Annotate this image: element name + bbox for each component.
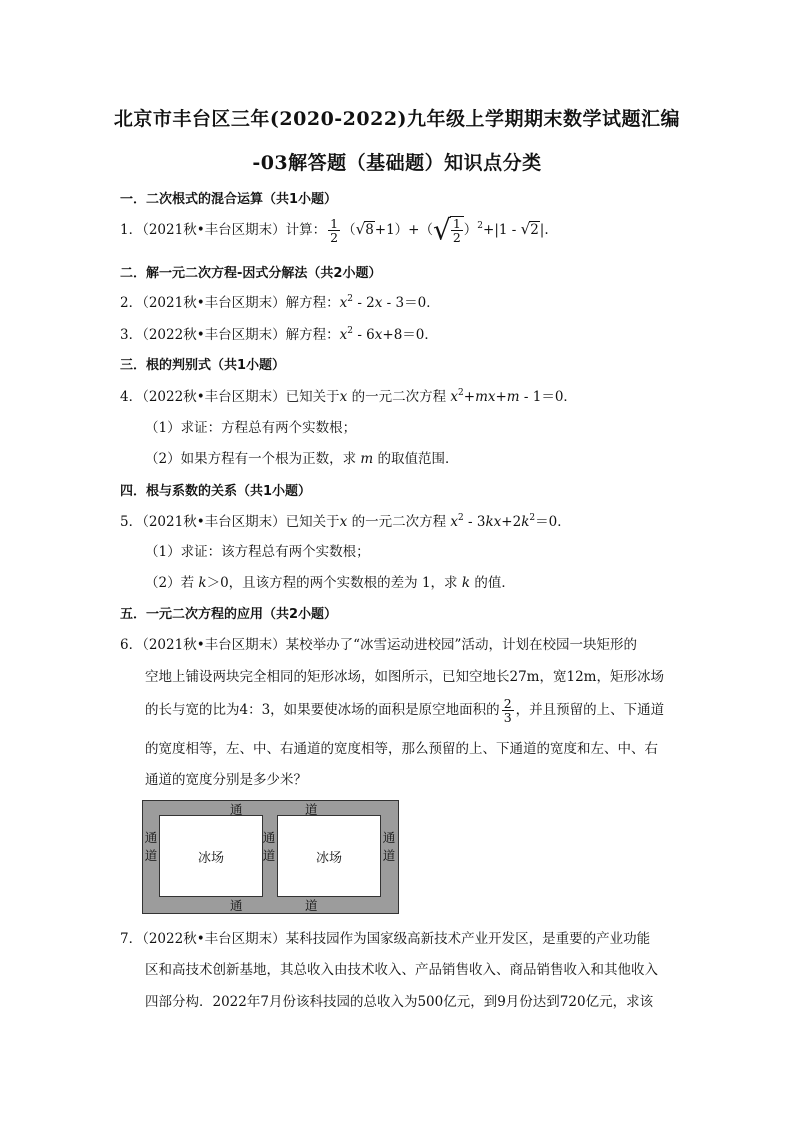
section-heading-4: 四．根与系数的关系（共1小题） bbox=[120, 484, 312, 499]
question-4-part-1: （1）求证：方程总有两个实数根； bbox=[145, 420, 357, 436]
question-7-line-2: 区和高技术创新基地，其总收入由技术收入、产品销售收入、商品销售收入和其他收入 bbox=[145, 962, 658, 978]
question-3: 3．（2022秋•丰台区期末）解方程：$x^2 - 6x+8=0$． bbox=[120, 326, 438, 343]
question-6-line-2: 空地上铺设两块完全相同的矩形冰场，如图所示，已知空地长27m，宽12m，矩形冰场 bbox=[145, 669, 664, 685]
middle-channel-char-1: 通 bbox=[262, 830, 276, 845]
question-1-tail: |. bbox=[539, 222, 549, 239]
rink-left bbox=[159, 815, 263, 897]
left-channel-char-2: 道 bbox=[144, 848, 158, 863]
middle-channel-label bbox=[262, 829, 276, 865]
question-7-line-3: 四部分构．2022年7月份该科技园的总收入为500亿元，到9月份达到720亿元，求该 bbox=[145, 994, 654, 1010]
question-4-prefix: 4．（2022秋•丰台区期末）已知关于 bbox=[120, 389, 340, 405]
question-1: 1．（2021秋•丰台区期末）计算： $\frac{1}{2}$ （√8+1）+（√ $\frac{1}{2}$ ）$^2$+|1 - √2|. bbox=[120, 213, 549, 247]
question-4: 4．（2022秋•丰台区期末）已知关于x 的一元二次方程 $x^2+mx+m - 1=0$． bbox=[120, 388, 577, 405]
fraction-two-thirds: $\frac{2}{3}$ bbox=[503, 696, 512, 726]
question-2: 2．（2021秋•丰台区期末）解方程：$x^2 - 2x - 3=0$． bbox=[120, 294, 440, 311]
section-heading-1: 一．二次根式的混合运算（共1小题） bbox=[120, 192, 338, 207]
right-channel-char-2: 道 bbox=[382, 848, 396, 863]
question-4-part-2: （2）如果方程有一个根为正数，求 m 的取值范围． bbox=[145, 451, 459, 467]
bottom-channel-label-1: 通 bbox=[230, 898, 243, 913]
question-6-line-3b: ，并且预留的上、下通道 bbox=[515, 702, 665, 719]
right-channel-char-1: 通 bbox=[382, 830, 396, 845]
question-4-part-2-text: （2）如果方程有一个根为正数，求 bbox=[145, 451, 357, 467]
fraction-one-half: $\frac{1}{2}$ bbox=[330, 216, 339, 246]
question-1-prefix: 1．（2021秋•丰台区期末）计算： bbox=[120, 222, 327, 239]
top-channel-label-2: 道 bbox=[305, 802, 318, 817]
question-5-prefix: 5．（2021秋•丰台区期末）已知关于 bbox=[120, 514, 340, 530]
question-5-part-2-prefix: （2）若 bbox=[145, 575, 195, 591]
section-heading-5: 五．一元二次方程的应用（共2小题） bbox=[120, 607, 338, 622]
right-channel-label bbox=[382, 829, 396, 865]
left-channel-label bbox=[144, 829, 158, 865]
rink-diagram bbox=[142, 800, 399, 914]
doc-title-line1: 北京市丰台区三年(2020-2022)九年级上学期期末数学试题汇编 bbox=[113, 108, 681, 130]
rink-right-label: 冰场 bbox=[315, 850, 342, 866]
question-7-line-1: 7．（2022秋•丰台区期末）某科技园作为国家级高新技术产业开发区，是重要的产业功能 bbox=[120, 931, 651, 947]
question-6-line-3a: 的长与宽的比为4：3，如果要使冰场的面积是原空地面积的 bbox=[145, 702, 500, 719]
question-3-prefix: 3．（2022秋•丰台区期末）解方程： bbox=[120, 327, 340, 343]
question-6-line-3 bbox=[145, 697, 664, 724]
question-5-part-2: （2）若 k＞0，且该方程的两个实数根的差为 1，求 k 的值． bbox=[145, 575, 515, 591]
question-6-line-4: 的宽度相等，左、中、右通道的宽度相等，那么预留的上、下通道的宽度和左、中、右 bbox=[145, 741, 658, 757]
question-6-line-1: 6．（2021秋•丰台区期末）某校举办了“冰雪运动进校园”活动，计划在校园一块矩形的 bbox=[120, 637, 637, 653]
bottom-channel-label-2: 道 bbox=[305, 898, 318, 913]
question-6-line-5: 通道的宽度分别是多少米？ bbox=[145, 772, 307, 788]
middle-channel-char-2: 道 bbox=[262, 848, 276, 863]
rink-right bbox=[277, 815, 381, 897]
question-2-prefix: 2．（2021秋•丰台区期末）解方程： bbox=[120, 295, 340, 311]
section-heading-3: 三．根的判别式（共1小题） bbox=[120, 358, 286, 373]
doc-title-line2: -03解答题（基础题）知识点分类 bbox=[252, 152, 542, 174]
left-channel-char-1: 通 bbox=[144, 830, 158, 845]
rink-left-label: 冰场 bbox=[197, 850, 224, 866]
section-heading-2: 二．解一元二次方程-因式分解法（共2小题） bbox=[120, 266, 382, 281]
top-channel-label-1: 通 bbox=[230, 802, 243, 817]
question-5-part-1: （1）求证：该方程总有两个实数根； bbox=[145, 544, 370, 560]
question-5: 5．（2021秋•丰台区期末）已知关于x 的一元二次方程 $x^2 - 3kx+2k^2=0$． bbox=[120, 513, 571, 530]
